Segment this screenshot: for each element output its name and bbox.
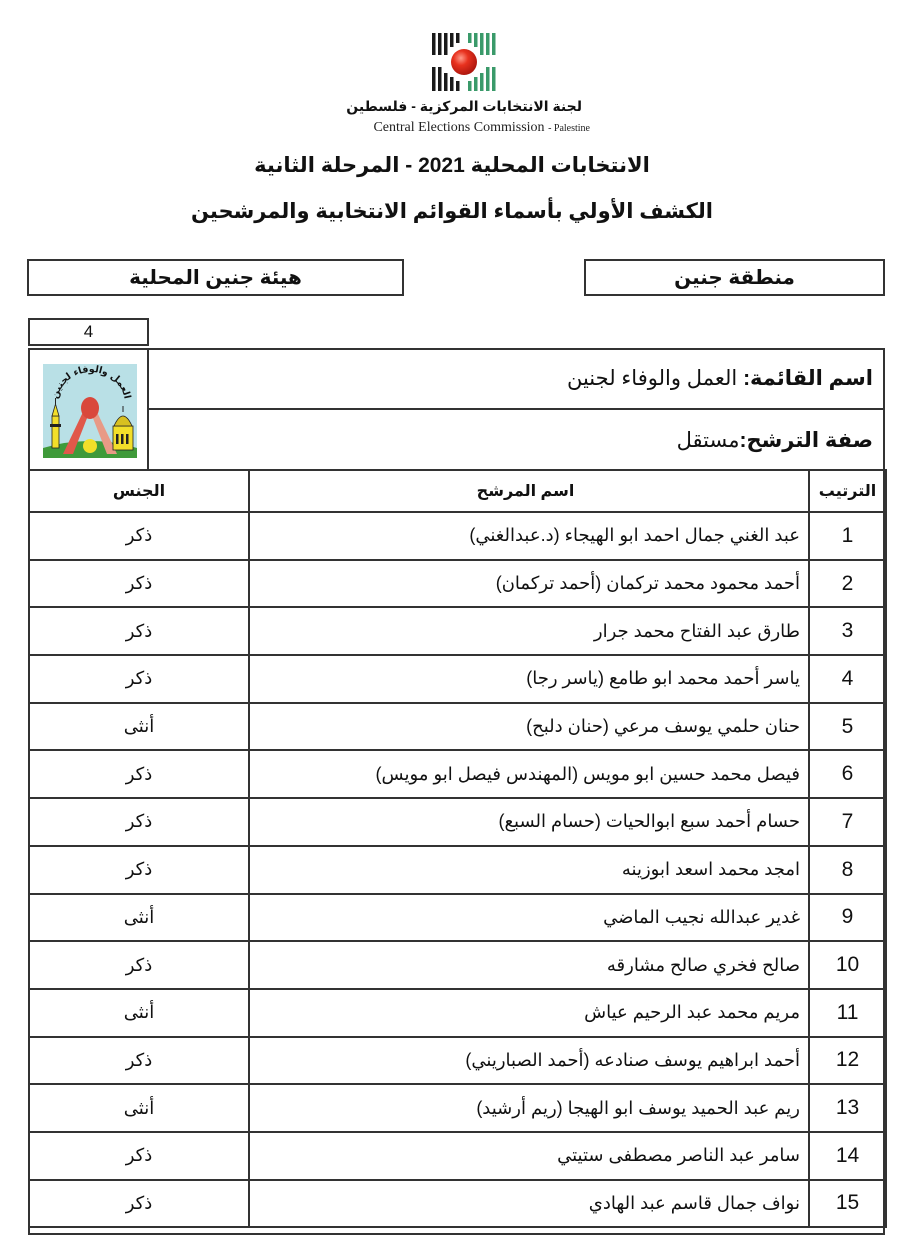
candidate-name: فيصل محمد حسين ابو مويس (المهندس فيصل ابو مويس): [249, 750, 809, 798]
commission-name-arabic: لجنة الانتخابات المركزية - فلسطين: [346, 98, 582, 114]
candidate-name: عبد الغني جمال احمد ابو الهيجاء (د.عبدالغني): [249, 512, 809, 560]
candidate-gender: ذكر: [29, 560, 249, 608]
table-row: [29, 703, 886, 751]
local-authority-box: [27, 259, 404, 296]
list-name-value: العمل والوفاء لجنين: [566, 366, 738, 390]
candidacy-type-label: صفة الترشح:: [739, 428, 873, 452]
table-header-row: [29, 470, 886, 512]
candidate-gender: ذكر: [29, 607, 249, 655]
candidate-name: أحمد محمود محمد تركمان (أحمد تركمان): [249, 560, 809, 608]
table-row: [29, 894, 886, 942]
table-row: [29, 607, 886, 655]
candidate-name: حنان حلمي يوسف مرعي (حنان دلبح): [249, 703, 809, 751]
candidate-gender: ذكر: [29, 1180, 249, 1228]
candidacy-type-value: مستقل: [676, 428, 740, 452]
candidate-gender: ذكر: [29, 1132, 249, 1180]
candidate-gender: أنثى: [29, 894, 249, 942]
candidate-gender: ذكر: [29, 846, 249, 894]
table-row: [29, 798, 886, 846]
table-row: [29, 655, 886, 703]
document-subtitle: الكشف الأولي بأسماء القوائم الانتخابية والمرشحين: [191, 200, 713, 223]
table-row: [29, 1084, 886, 1132]
candidate-rank: 15: [809, 1180, 886, 1228]
candidate-rank: 8: [809, 846, 886, 894]
candidate-name: ياسر أحمد محمد ابو طامع (ياسر رجا): [249, 655, 809, 703]
candidacy-type-row: [149, 410, 885, 470]
party-symbol-text: العمل والوفاء لجنين: [49, 364, 133, 401]
candidate-rank: 9: [809, 894, 886, 942]
column-header-gender: الجنس: [29, 470, 249, 512]
logo-red-ball: [451, 49, 477, 75]
candidate-name: أحمد ابراهيم يوسف صنادعه (أحمد الصباريني): [249, 1037, 809, 1085]
party-symbol-icon: [43, 364, 137, 458]
candidate-rank: 5: [809, 703, 886, 751]
candidate-rank: 10: [809, 941, 886, 989]
candidate-gender: أنثى: [29, 989, 249, 1037]
candidate-gender: ذكر: [29, 512, 249, 560]
document-title: الانتخابات المحلية 2021 - المرحلة الثانية: [254, 154, 650, 177]
table-row: [29, 1037, 886, 1085]
candidate-name: حسام أحمد سبع ابوالحيات (حسام السبع): [249, 798, 809, 846]
cec-logo-icon: [432, 33, 496, 91]
candidate-name: امجد محمد اسعد ابوزينه: [249, 846, 809, 894]
list-name-row: [149, 348, 885, 410]
candidate-gender: ذكر: [29, 655, 249, 703]
candidate-rank: 2: [809, 560, 886, 608]
candidate-name: ريم عبد الحميد يوسف ابو الهيجا (ريم أرشيد): [249, 1084, 809, 1132]
column-header-rank: الترتيب: [809, 470, 886, 512]
candidate-rank: 11: [809, 989, 886, 1037]
commission-country: - Palestine: [548, 123, 590, 134]
candidate-rank: 6: [809, 750, 886, 798]
candidate-name: صالح فخري صالح مشارقه: [249, 941, 809, 989]
commission-name-english: [300, 120, 590, 136]
table-row: [29, 750, 886, 798]
candidate-name: نواف جمال قاسم عبد الهادي: [249, 1180, 809, 1228]
candidate-gender: ذكر: [29, 750, 249, 798]
candidate-rank: 14: [809, 1132, 886, 1180]
region-box: [584, 259, 885, 296]
candidate-gender: أنثى: [29, 703, 249, 751]
table-row: [29, 989, 886, 1037]
candidate-gender: ذكر: [29, 941, 249, 989]
table-row: [29, 560, 886, 608]
candidate-name: مريم محمد عبد الرحيم عياش: [249, 989, 809, 1037]
candidate-rank: 1: [809, 512, 886, 560]
candidate-gender: ذكر: [29, 798, 249, 846]
table-row: [29, 941, 886, 989]
list-name-label: اسم القائمة:: [743, 366, 873, 390]
candidate-rank: 13: [809, 1084, 886, 1132]
table-row: [29, 512, 886, 560]
candidate-gender: أنثى: [29, 1084, 249, 1132]
candidate-name: سامر عبد الناصر مصطفى ستيتي: [249, 1132, 809, 1180]
candidates-table: [28, 469, 887, 1228]
candidate-gender: ذكر: [29, 1037, 249, 1085]
table-row: [29, 1132, 886, 1180]
local-authority-label: هيئة جنين المحلية: [129, 267, 302, 289]
candidate-rank: 3: [809, 607, 886, 655]
list-number: 4: [83, 322, 94, 341]
table-row: [29, 846, 886, 894]
candidate-rank: 7: [809, 798, 886, 846]
list-number-box: [28, 318, 149, 346]
table-row: [29, 1180, 886, 1228]
commission-name-english-main: Central Elections Commission: [373, 120, 545, 135]
candidate-name: غدير عبدالله نجيب الماضي: [249, 894, 809, 942]
region-label: منطقة جنين: [674, 267, 795, 289]
candidate-name: طارق عبد الفتاح محمد جرار: [249, 607, 809, 655]
column-header-name: اسم المرشح: [249, 470, 809, 512]
candidate-rank: 4: [809, 655, 886, 703]
candidate-rank: 12: [809, 1037, 886, 1085]
